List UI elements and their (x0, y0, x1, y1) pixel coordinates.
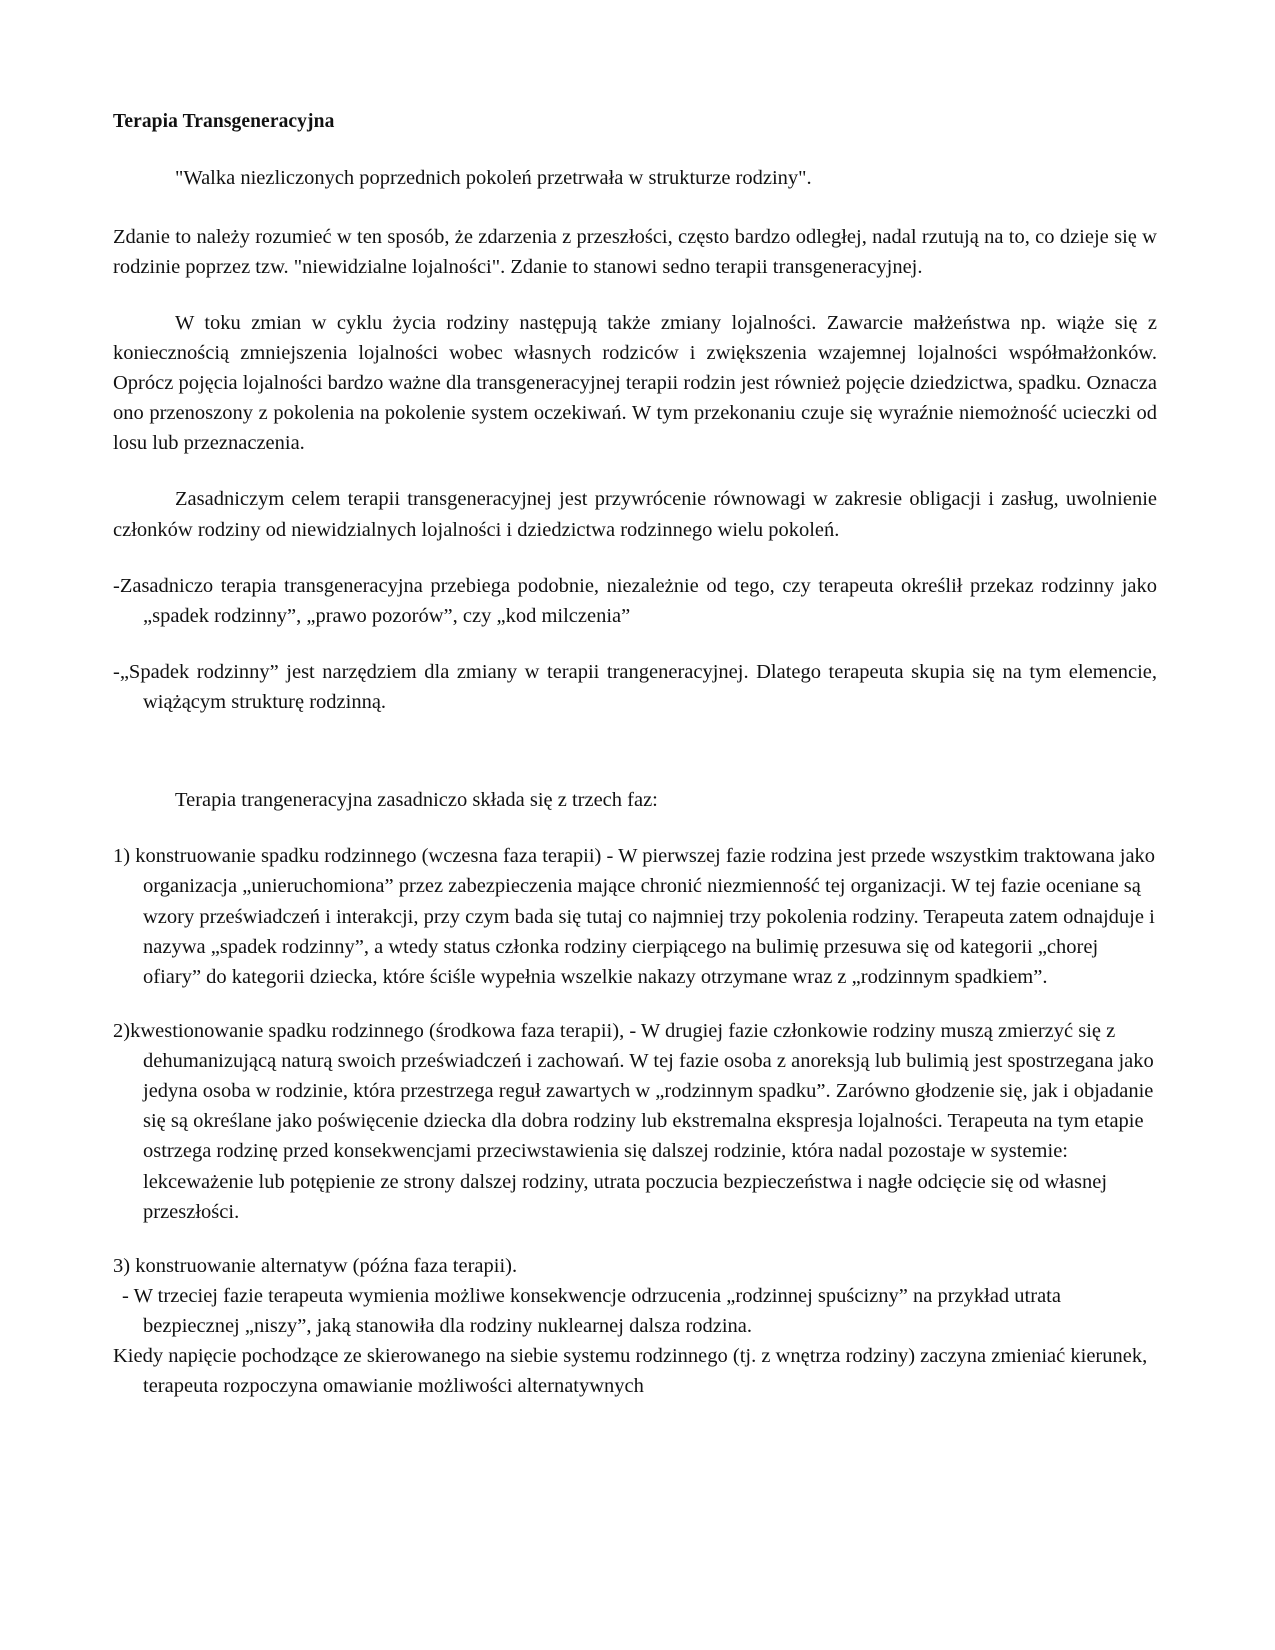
phase-three-detail: - W trzeciej fazie terapeuta wymienia możliwe konsekwencje odrzucenia „rodzinnej spuścizny” na przykład utrata bezpiecznej „niszy”, jaką stanowiła dla rodziny nuklearnej dalsza rodzina. (122, 1284, 1061, 1338)
paragraph-2: W toku zmian w cyklu życia rodziny następują także zmiany lojalności. Zawarcie małżeństwa np. wiąże się z koniecznością zmniejszenia lojalności wobec własnych rodziców i zwiększenia wzajemnej lojalności współmałżonków. Oprócz pojęcia lojalności bardzo ważne dla transgeneracyjnej terapii rodzin jest również pojęcie dziedzictwa, spadku. Oznacza ono przenoszony z pokolenia na pokolenie system oczekiwań. W tym przekonaniu czuje się wyraźnie niemożność ucieczki od losu lub przeznaczenia. (113, 311, 1157, 455)
phase-item-3: 3) konstruowanie alternatyw (późna faza terapii). (113, 1254, 518, 1277)
paragraph-3: Zasadniczym celem terapii transgeneracyjnej jest przywrócenie równowagi w zakresie obligacji i zasług, uwolnienie członków rodziny od niewidzialnych lojalności i dziedzictwa rodzinnego wielu pokoleń. (113, 488, 1157, 541)
dash-item-2: -„Spadek rodzinny” jest narzędziem dla zmiany w terapii trangeneracyjnej. Dlatego terapeuta skupia się na tym elemencie, wiążącym strukturę rodzinną. (113, 660, 1157, 714)
page-title: Terapia Transgeneracyjna (113, 111, 335, 132)
opening-quote: "Walka niezliczonych poprzednich pokoleń przetrwała w strukturze rodziny". (175, 167, 812, 190)
dash-item-1: -Zasadniczo terapia transgeneracyjna przebiega podobnie, niezależnie od tego, czy terapeuta określił przekaz rodzinny jako „spadek rodzinny”, „prawo pozorów”, czy „kod milczenia” (113, 574, 1157, 627)
section-spacer (113, 743, 1157, 785)
phase-item-2: 2)kwestionowanie spadku rodzinnego (środkowa faza terapii), - W drugiej fazie członkowie rodziny muszą zmierzyć się z dehumanizującą naturą swoich przeświadczeń i zachowań. W tej fazie osoba z anoreksją lub bulimią jest spostrzegana jako jedyna osoba w rodzinie, która przestrzega reguł zawartych w „rodzinnym spadku”. Zarówno głodzenie się, jak i objadanie się są określane jako poświęcenie dziecka dla dobra rodziny lub ekstremalna ekspresja lojalności. Terapeuta na tym etapie ostrzega rodzinę przed konsekwencjami przeciwstawienia się dalszej rodzinie, która nadal pozostaje w systemie: lekceważenie lub potępienie ze strony dalszej rodziny, utrata poczucia bezpieczeństwa i nagłe odcięcie się od własnej przeszłości. (113, 1019, 1154, 1223)
paragraph-1: Zdanie to należy rozumieć w ten sposób, że zdarzenia z przeszłości, często bardzo odległej, nadal rzutują na to, co dzieje się w rodzinie poprzez tzw. "niewidzialne lojalności". Zdanie to stanowi sedno terapii transgeneracyjnej. (113, 225, 1157, 278)
closing-paragraph: Kiedy napięcie pochodzące ze skierowanego na siebie systemu rodzinnego (tj. z wnętrza rodziny) zaczyna zmieniać kierunek, terapeuta rozpoczyna omawianie możliwości alternatywnych (113, 1345, 1148, 1398)
phase-item-1: 1) konstruowanie spadku rodzinnego (wczesna faza terapii) - W pierwszej fazie rodzina jest przede wszystkim traktowana jako organizacja „unieruchomiona” przez zabezpieczenia mające chronić niezmienność tej organizacji. W tej fazie oceniane są wzory przeświadczeń i interakcji, przy czym bada się tutaj co najmniej trzy pokolenia rodziny. Terapeuta zatem odnajduje i nazywa „spadek rodzinny”, a wtedy status członka rodziny cierpiącego na bulimię przesuwa się od kategorii „chorej ofiary” do kategorii dziecka, które ściśle wypełnia wszelkie nakazy otrzymane wraz z „rodzinnym spadkiem”. (113, 845, 1156, 988)
phases-intro: Terapia trangeneracyjna zasadniczo składa się z trzech faz: (175, 789, 658, 812)
